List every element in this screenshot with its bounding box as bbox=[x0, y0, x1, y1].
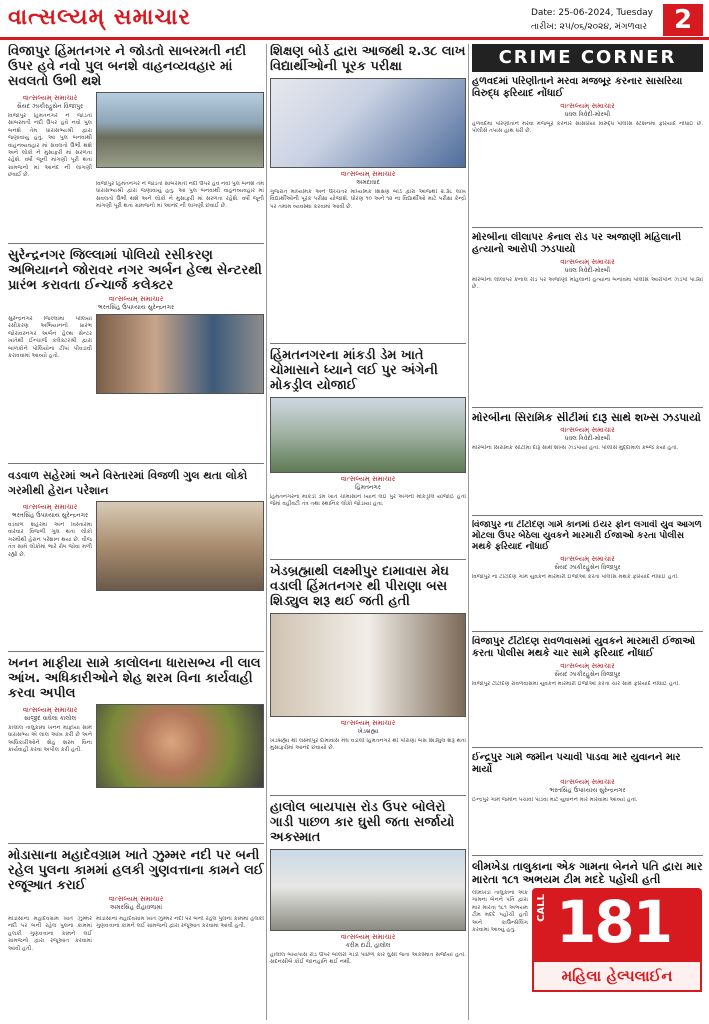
story-headline: હાલોલ બાયપાસ રોડ ઉપર બોલેરો ગાડી પાછળ કાર ઘુસી જતા સર્જાયો અકસ્માત bbox=[270, 800, 455, 845]
story-headline: લીમખેડા તાલુકાના એક ગામના બેનને પતિ દ્વારા માર મારતા ૧૮૧ અભયમ ટીમ મદદે પહોંચી હતી bbox=[472, 860, 703, 886]
story-mining-mafia[interactable] bbox=[8, 656, 264, 844]
column-divider bbox=[468, 44, 469, 1020]
byline: વાત્સલ્યમ્ સમાચાર bbox=[340, 170, 396, 178]
story-modasa-bridge[interactable] bbox=[8, 848, 264, 1020]
helpline-number: 181 bbox=[556, 888, 672, 956]
crime-corner-title: CRIME CORNER bbox=[498, 47, 677, 68]
power-cut-photo bbox=[96, 501, 264, 591]
byline: વાત્સલ્યમ્ સમાચાર bbox=[560, 258, 615, 266]
polio-campaign-photo bbox=[96, 314, 264, 394]
story-headline: વિજાપુર ટીંટોદણ રાવળવાસમાં યુવકને મારમારી ઈજાઓ કરતા પોલીસ મથકે ચાર સામે ફરિયાદ નોંધાઈ bbox=[472, 636, 696, 659]
story-headline: વિજાપુર હિંમતનગર ને જોડતો સાબરમતી નદી ઉપર હવે નવો પુલ બનશે વાહનવ્યવહાર માં સવલતો ઉભી થશે bbox=[8, 44, 247, 89]
story-headline: ઈન્દ્રપુર ગામે જમીન પચાવી પાડવા મારે યુવાનને માર માર્યો bbox=[472, 752, 681, 775]
reporter: ધવલ ત્રિવેદી-મોરબી bbox=[564, 267, 611, 274]
reporter: સૈયદ ઝાકીરહુસેન વિજાપુર bbox=[16, 103, 84, 110]
column-divider bbox=[266, 44, 267, 1020]
story-body: કાલોલ તાલુકામાં ખનન માફીયા સામે ધારાસભ્ય એ લાલ આંખ કરી છે અને અધિકારીઓને શેહ શરમ વિના કાર્યવાહી કરવા અપીલ કરી હતી. bbox=[8, 725, 92, 754]
story-raval-vas-assault[interactable] bbox=[472, 636, 703, 748]
story-body: વિજાપુર ટીંટોદણ રાવળવાસમાં યુવકને મારમારી ઈજાઓ કરતા ચાર સામે ફરિયાદ નોંધાઈ હતી. bbox=[472, 681, 681, 687]
story-body-cont: વિજાપુર હિંમતનગર ને જોડતો સાબરમતી નદી ઉપર હવે નવો પુલ બનશે તેમ ધારાસભ્યશ્રી દ્વારા જણાવાયું હતું. આ પુલ બનવાથી વાહનવ્યવહાર માં સવલતો ઉભી થશે અને લોકો ને મુસાફરી માં સરળતા રહેશે. વર્ષો જૂની માંગણી પૂરી થતાં ગ્રામજનો માં આનંદ ની લાગણી છવાઈ છે. bbox=[96, 181, 264, 210]
story-body: મોડાસાના મહાદેવગ્રામ ખાતે ઝુમ્મર નદી પર બની રહેલ પુલના કામમાં હલકી ગુણવત્તાના કામને લઈ ગ્રામજનો દ્વારા રજૂઆત કરવામાં આવી હતી. bbox=[8, 916, 92, 952]
story-headline: વડવાળ સહેરમાં અને વિસ્તારમાં વિજળી ગુલ થતા લોકો ગરમીથી હેરાન પરેશાન bbox=[8, 469, 248, 497]
story-body: વિજાપુર ના ટીંટોદણ ગામે યુવકને મારમારી ઈજાઓ કરતા પોલીસ મથકે ફરિયાદ નોંધાઈ હતી. bbox=[472, 574, 679, 580]
reporter: કરીમ દાઢી, હાલોલ bbox=[345, 942, 391, 949]
reporter: ખેડબ્રહ્મા bbox=[357, 728, 379, 735]
right-column bbox=[472, 44, 703, 1020]
story-headline: હળવદમાં પરિણીતાને મરવા મજબૂર કરનાર સાસરિયા વિરુદ્ધ ફરિયાદ નોંધાઈ bbox=[472, 76, 683, 99]
date-gujarati: તારીખ: ૨૫/૦૬/૨૦૨૪, મંગળવાર bbox=[530, 22, 648, 32]
story-indrapur-land[interactable] bbox=[472, 752, 703, 856]
reporter: ધવલ ત્રિવેદી-મોરબી bbox=[564, 435, 611, 442]
story-power-cut[interactable] bbox=[8, 468, 264, 652]
story-halvad-dowry[interactable] bbox=[472, 76, 703, 228]
reporter: સૈયદ ઝાકીરહુસેન વિજાપુર bbox=[554, 564, 621, 571]
byline: વાત્સલ્યમ્ સમાચાર bbox=[560, 555, 615, 563]
reporter: અમદાવાદ bbox=[356, 179, 380, 186]
story-headline: વિજાપુર ના ટીંટોદણ ગામે કાનમાં ઈયર ફોન લગાવી યુવ આગળ મોટલા ઉપર બેઠેલા યુવકને મારમારી ઈજાઓ કરતા પોલીસ મથકે ફરિયાદ નોંધાઈ bbox=[472, 520, 702, 552]
bridge-photo bbox=[96, 92, 264, 168]
newspaper-title: વાત્સલ્યમ્ સમાચાર bbox=[8, 4, 191, 30]
story-body: ઈન્દ્રપુર ગામે જમીન પચાવી પાડવા માટે યુવાનને માર મારવામાં આવ્યો હતો. bbox=[472, 797, 638, 803]
story-morbi-murder[interactable] bbox=[472, 232, 703, 408]
story-body: લીમખેડા તાલુકાના એક ગામના બેનને પતિ દ્વારા માર મારતા ૧૮૧ અભયમ ટીમ મદદે પહોંચી હતી અને કાઉન્સેલિંગ કરવામાં આવ્યું હતું. bbox=[472, 890, 528, 934]
crime-corner-banner bbox=[472, 44, 703, 72]
story-morbi-liquor[interactable] bbox=[472, 412, 703, 516]
mla-portrait-photo bbox=[96, 704, 264, 788]
story-bus-schedule[interactable] bbox=[270, 564, 466, 796]
byline: વાત્સલ્યમ્ સમાચાર bbox=[22, 706, 78, 714]
reporter: અમરસિંહ રીહાવળામાં bbox=[109, 904, 163, 911]
story-headline: ખેડબ્રહ્માથી લક્ષ્મીપુર દામાવાસ મેઘ વડાલી હિંમતનગર થી પીરાણા બસ શિડ્યુલ શરૂ થઈ જતી હતી bbox=[270, 564, 449, 609]
byline: વાત્સલ્યમ્ સમાચાર bbox=[22, 94, 78, 102]
story-halol-accident[interactable] bbox=[270, 800, 466, 1020]
helpline-name: મહિલા હેલ્પલાઈન bbox=[532, 960, 702, 992]
story-tintodan-assault[interactable] bbox=[472, 520, 703, 632]
exam-photo bbox=[270, 78, 466, 168]
story-headline: હિંમતનગરના માંકડી ડેમ ખાતે ચોમાસાને ધ્યાને લઈ પુર અંગેની મોકડ્રીલ યોજાઈ bbox=[270, 348, 438, 393]
byline: વાત્સલ્યમ્ સમાચાર bbox=[560, 426, 615, 434]
story-body: હિંમતનગરના માંકડી ડેમ ખાતે ચોમાસાને ધ્યાને લઈ પુર અંગેની મોકડ્રીલ યોજાઈ હતી જેમાં વહીવટી તંત્ર તથા સ્થાનિક લોકો જોડાયા હતા. bbox=[270, 494, 466, 508]
story-body: મોરબીના સિરામિક સીટીમાં દારૂ સાથે શખ્સ ઝડપાયો હતો. પોલીસે મુદ્દામાલ કબ્જે કર્યો હતો. bbox=[472, 445, 679, 451]
story-body: હળવદમાં પરિણીતાને મરવા મજબૂર કરનાર સાસરિયા વિરુદ્ધ પોલીસ સ્ટેશનમાં ફરિયાદ નોંધાઈ છે. પોલીસે તપાસ હાથ ધરી છે. bbox=[472, 121, 703, 135]
middle-column bbox=[270, 44, 466, 1020]
helpline-call-label: CALL bbox=[536, 894, 547, 922]
story-body: ખેડબ્રહ્મા થી લક્ષ્મીપુર દામાવાસ મેઘ વડાલી હિંમતનગર થી પીરાણા બસ શિડ્યુલ શરૂ થતા મુસાફરોમાં આનંદ છવાયો છે. bbox=[270, 738, 466, 752]
reporter: ભરતસિંહ ઉપાધ્યાય સુરેન્દ્રનગર bbox=[549, 787, 626, 794]
story-body: વડવાળ શહેરમાં અને વિસ્તારમાં વારંવાર વિજળી ગુલ થતા લોકો ગરમીથી હેરાન પરેશાન થયા છે. વીજ તંત્ર સામે લોકોમાં ભારે રોષ જોવા મળી રહ્યો છે. bbox=[8, 522, 92, 558]
story-body-cont: મોડાસાના મહાદેવગ્રામ ખાતે ઝુમ્મર નદી પર બની રહેલ પુલના કામમાં હલકી ગુણવત્તાના કામને લઈ ગ્રામજનો દ્વારા રજૂઆત કરવામાં આવી હતી. bbox=[96, 916, 264, 930]
reporter: ભરતસિંહ ઉપાધ્યાય સુરેન્દ્રનગર bbox=[97, 304, 175, 311]
story-vijapur-bridge[interactable] bbox=[8, 44, 264, 244]
byline: વાત્સલ્યમ્ સમાચાર bbox=[340, 933, 396, 941]
byline: વાત્સલ્યમ્ સમાચાર bbox=[560, 778, 615, 786]
story-polio-campaign[interactable] bbox=[8, 248, 264, 464]
story-headline: સુરેન્દ્રનગર જિલ્લામાં પોલિયો રસીકરણ અભિયાનને જોરાવર નગર અર્બન હેલ્થ સેન્ટરથી પ્રારંભ કરાવતા ઈન્ચાર્જ કલેક્ટર bbox=[8, 248, 262, 293]
reporter: સાજીદ વાઘેલા કાલોલ bbox=[23, 715, 77, 722]
byline: વાત્સલ્યમ્ સમાચાર bbox=[340, 475, 396, 483]
story-flood-mockdrill[interactable] bbox=[270, 348, 466, 560]
byline: વાત્સલ્યમ્ સમાચાર bbox=[560, 662, 615, 670]
accident-car-photo bbox=[270, 849, 466, 931]
story-body: મોરબીના લીલાપર કેનાલ રોડ પર અજાણી મહિલાની હત્યાના બનાવમાં પોલીસે આરોપીને ઝડપી પાડ્યો છે. bbox=[472, 277, 703, 291]
story-body: ગુજરાત માધ્યમિક અને ઉચ્ચતર માધ્યમિક શિક્ષણ બોર્ડ દ્વારા આજથી ૨.૩૮ લાખ વિદ્યાર્થીઓની પૂરક પરીક્ષા યોજાશે. ધોરણ ૧૦ અને ૧૨ ના વિદ્યાર્થીઓ માટે પરીક્ષા કેન્દ્રો પર તમામ વ્યવસ્થા કરવામાં આવી છે. bbox=[270, 189, 466, 210]
reporter: હિંમતનગર bbox=[355, 484, 381, 491]
story-headline: મોડાસાના મહાદેવગ્રામ ખાતે ઝુમ્મર નદી પર બની રહેલ પુલના કામમાં હલકી ગુણવત્તાના કામને લઈ રજૂઆત કરાઈ bbox=[8, 848, 264, 893]
page-number: 2 bbox=[663, 4, 703, 36]
byline: વાત્સલ્યમ્ સમાચાર bbox=[108, 295, 164, 303]
reporter: ભરતસિંહ ઉપાધ્યાય સુરેન્દ્રનગર bbox=[11, 512, 89, 519]
bus-schedule-photo bbox=[270, 613, 466, 717]
story-headline: ખનન માફીયા સામે કાલોલના ધારાસભ્ય ની લાલ આંખ. અધિકારીઓને શેહ શરમ વિના કાર્યવાહી કરવા અપીલ bbox=[8, 656, 261, 701]
reporter: સૈયદ ઝાકીરહુસેન વિજાપુર bbox=[554, 671, 621, 678]
helpline-181-graphic bbox=[532, 888, 702, 992]
masthead bbox=[0, 0, 709, 40]
reporter: ધવલ ત્રિવેદી-મોરબી bbox=[564, 111, 611, 118]
dateline bbox=[531, 6, 653, 34]
story-headline: મોરબીના લીલાપર કેનાલ રોડ પર અજાણી મહિલાની હત્યાનો આરોપી ઝડપાયો bbox=[472, 232, 682, 255]
byline: વાત્સલ્યમ્ સમાચાર bbox=[108, 895, 164, 903]
story-supplementary-exam[interactable] bbox=[270, 44, 466, 344]
story-headline: મોરબીના સિરામિક સીટીમાં દારૂ સાથે શખ્સ ઝડપાયો bbox=[472, 412, 701, 424]
byline: વાત્સલ્યમ્ સમાચાર bbox=[22, 503, 78, 511]
story-headline: શિક્ષણ બોર્ડ દ્વારા આજથી ૨.૩૮ લાખ વિદ્યાર્થીઓની પૂરક પરીક્ષા bbox=[270, 44, 466, 74]
date-english: Date: 25-06-2024, Tuesday bbox=[530, 8, 653, 18]
left-column bbox=[8, 44, 264, 1020]
story-body: હાલોલ બાયપાસ રોડ ઉપર બોલેરો ગાડી પાછળ કાર ઘુસી જતા અકસ્માત સર્જાયો હતો. સદનસીબે કોઈ જાનહાનિ થઈ નથી. bbox=[270, 952, 466, 966]
story-body: વિજાપુર હિંમતનગર ને જોડતો સાબરમતી નદી ઉપર હવે નવો પુલ બનશે તેમ ધારાસભ્યશ્રી દ્વારા જણાવાયું હતું. આ પુલ બનવાથી વાહનવ્યવહાર માં સવલતો ઉભી થશે અને લોકો ને મુસાફરી માં સરળતા રહેશે. વર્ષો જૂની માંગણી પૂરી થતાં ગ્રામજનો માં આનંદ ની લાગણી છવાઈ છે. bbox=[8, 113, 92, 179]
story-limkheda-181[interactable] bbox=[472, 860, 703, 1020]
mockdrill-photo bbox=[270, 397, 466, 473]
byline: વાત્સલ્યમ્ સમાચાર bbox=[560, 102, 615, 110]
story-body: સુરેન્દ્રનગર જિલ્લામાં પોલિયો રસીકરણ અભિયાનનો પ્રારંભ જોરાવરનગર અર્બન હેલ્થ સેન્ટર ખાતેથી ઈન્ચાર્જ કલેક્ટરશ્રી દ્વારા બાળકોને પોલિયોના ટીપાં પીવડાવી કરાવવામાં આવ્યો હતો. bbox=[8, 316, 92, 360]
byline: વાત્સલ્યમ્ સમાચાર bbox=[340, 719, 396, 727]
